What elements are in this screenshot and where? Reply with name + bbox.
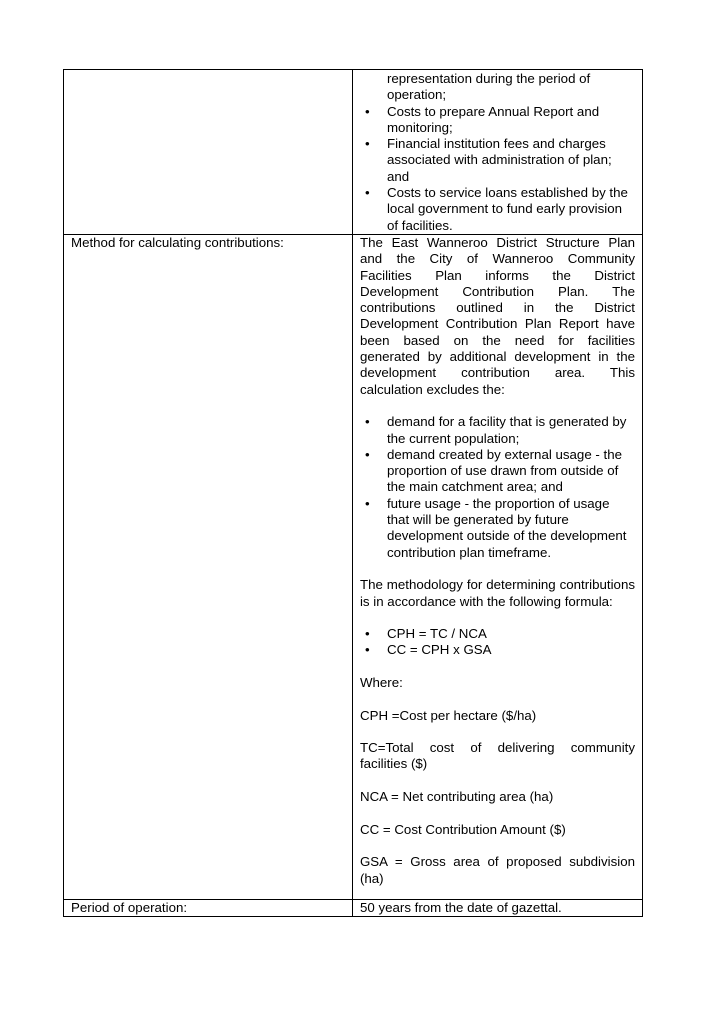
exclusions-list [360, 414, 635, 561]
costs-continued-cell [352, 70, 642, 235]
costs-bullet-list [360, 71, 635, 234]
table-row-costs-continued [64, 70, 643, 235]
definition-cph: CPH =Cost per hectare ($/ha) [359, 707, 537, 723]
list-item: • demand for a facility that is generated by the current population; [360, 414, 635, 447]
method-intro: The East Wanneroo District Structure Plan and the City of Wanneroo Community Facilities Plan informs the District Development Contribution Plan. The contributions outlined in the District Development Contribution Plan Report have been based on the need for facilities generated by additional development in the development contribution area. This calculation excludes the: [359, 234, 635, 397]
list-item: • Costs to service loans established by the local government to fund early provision of facilities. [360, 185, 635, 234]
formula-list [360, 626, 635, 659]
row-label-method: Method for calculating contributions: [64, 234, 353, 899]
definition-cc: CC = Cost Contribution Amount ($) [359, 821, 566, 837]
period-value: 50 years from the date of gazettal. [352, 899, 642, 916]
methodology-text: The methodology for determining contributions is in accordance with the following formula: [359, 577, 635, 609]
contribution-plan-table [63, 69, 643, 917]
list-item: representation during the period of operation; [386, 71, 591, 103]
row-label-period: Period of operation: [64, 899, 353, 916]
list-item: • CPH = TC / NCA [360, 626, 635, 642]
row-label-empty [64, 70, 353, 235]
list-item: • Financial institution fees and charges associated with administration of plan; and [360, 136, 635, 185]
method-cell [352, 234, 642, 899]
list-item: • demand created by external usage - the proportion of use drawn from outside of the main catchment area; and [360, 447, 635, 496]
table-row-method [64, 234, 643, 899]
list-item: • future usage - the proportion of usage that will be generated by future development outside of the development contribution plan timeframe. [360, 496, 635, 561]
definition-gsa: GSA = Gross area of proposed subdivision (ha) [359, 854, 635, 886]
list-item: • Costs to prepare Annual Report and monitoring; [360, 104, 635, 137]
list-item: • CC = CPH x GSA [360, 642, 635, 658]
table-row-period [64, 899, 643, 916]
where-label: Where: [359, 674, 403, 690]
definition-nca: NCA = Net contributing area (ha) [359, 789, 554, 805]
definition-tc: TC=Total cost of delivering community facilities ($) [359, 740, 635, 772]
